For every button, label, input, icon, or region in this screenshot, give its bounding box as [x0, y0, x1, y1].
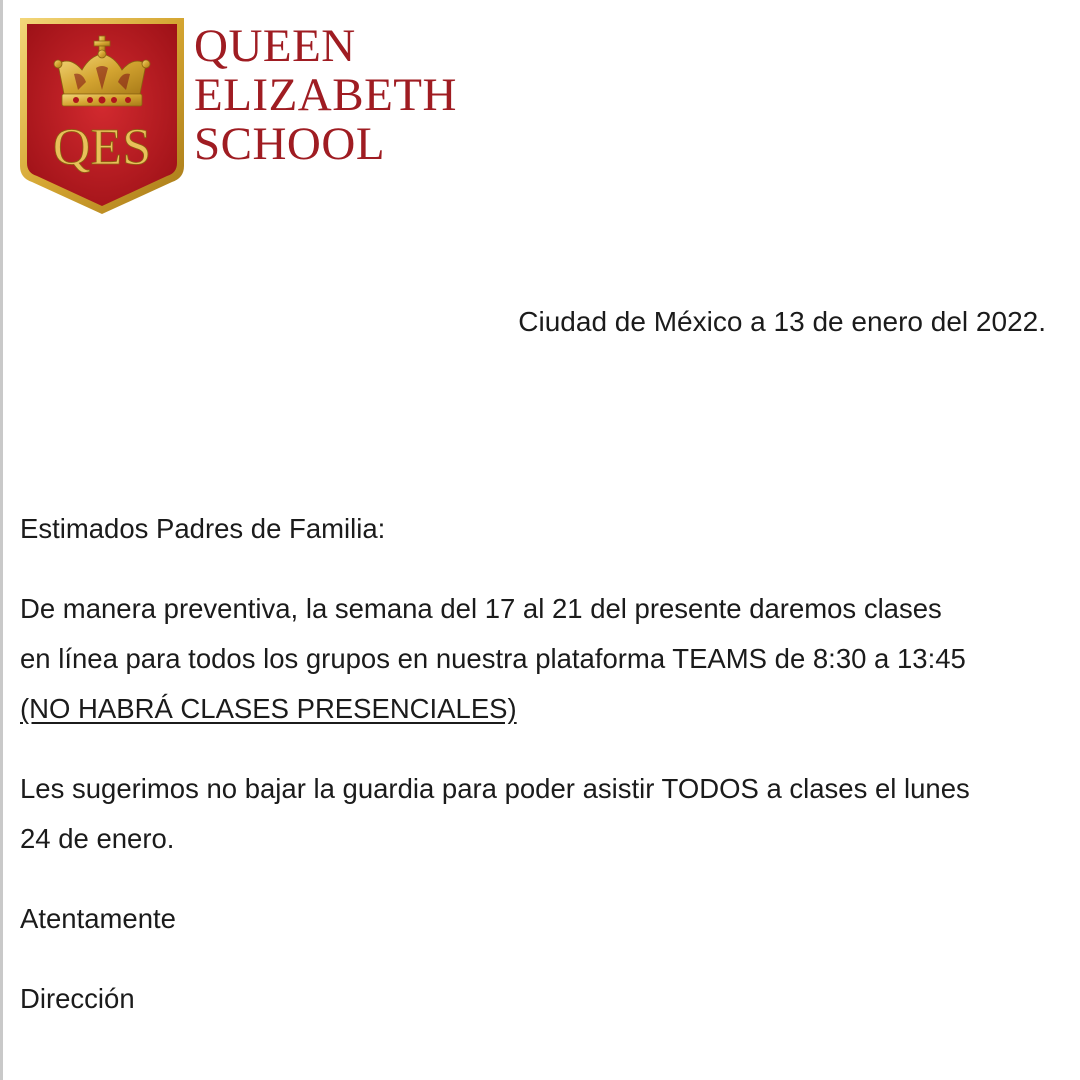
signature: Dirección [20, 983, 135, 1014]
letterhead [20, 16, 460, 216]
date-line: Ciudad de México a 13 de enero del 2022. [518, 306, 1046, 337]
paragraph-online-classes [20, 584, 1056, 734]
school-name [194, 22, 457, 169]
paragraph-1-line-1: De manera preventiva, la semana del 17 al 21 del presente daremos clases [20, 593, 942, 624]
school-name-line-3: SCHOOL [194, 118, 386, 170]
paragraph-1-line-2: en línea para todos los grupos en nuestra plataforma TEAMS de 8:30 a 13:45 [20, 643, 966, 674]
salutation: Estimados Padres de Familia: [20, 513, 386, 544]
paragraph-return-date [20, 764, 1056, 864]
paragraph-2-line-2: 24 de enero. [20, 823, 175, 854]
paragraph-2-line-1: Les sugerimos no bajar la guardia para poder asistir TODOS a clases el lunes [20, 773, 970, 804]
school-crest-logo [20, 16, 184, 216]
letter-body [20, 504, 1056, 1024]
crest-initials: QES [52, 119, 152, 176]
school-name-line-2: ELIZABETH [194, 69, 457, 121]
school-name-line-1: QUEEN [194, 20, 356, 72]
page-left-edge [0, 0, 3, 1080]
no-in-person-classes-notice: (NO HABRÁ CLASES PRESENCIALES) [20, 693, 517, 724]
closing: Atentamente [20, 903, 176, 934]
